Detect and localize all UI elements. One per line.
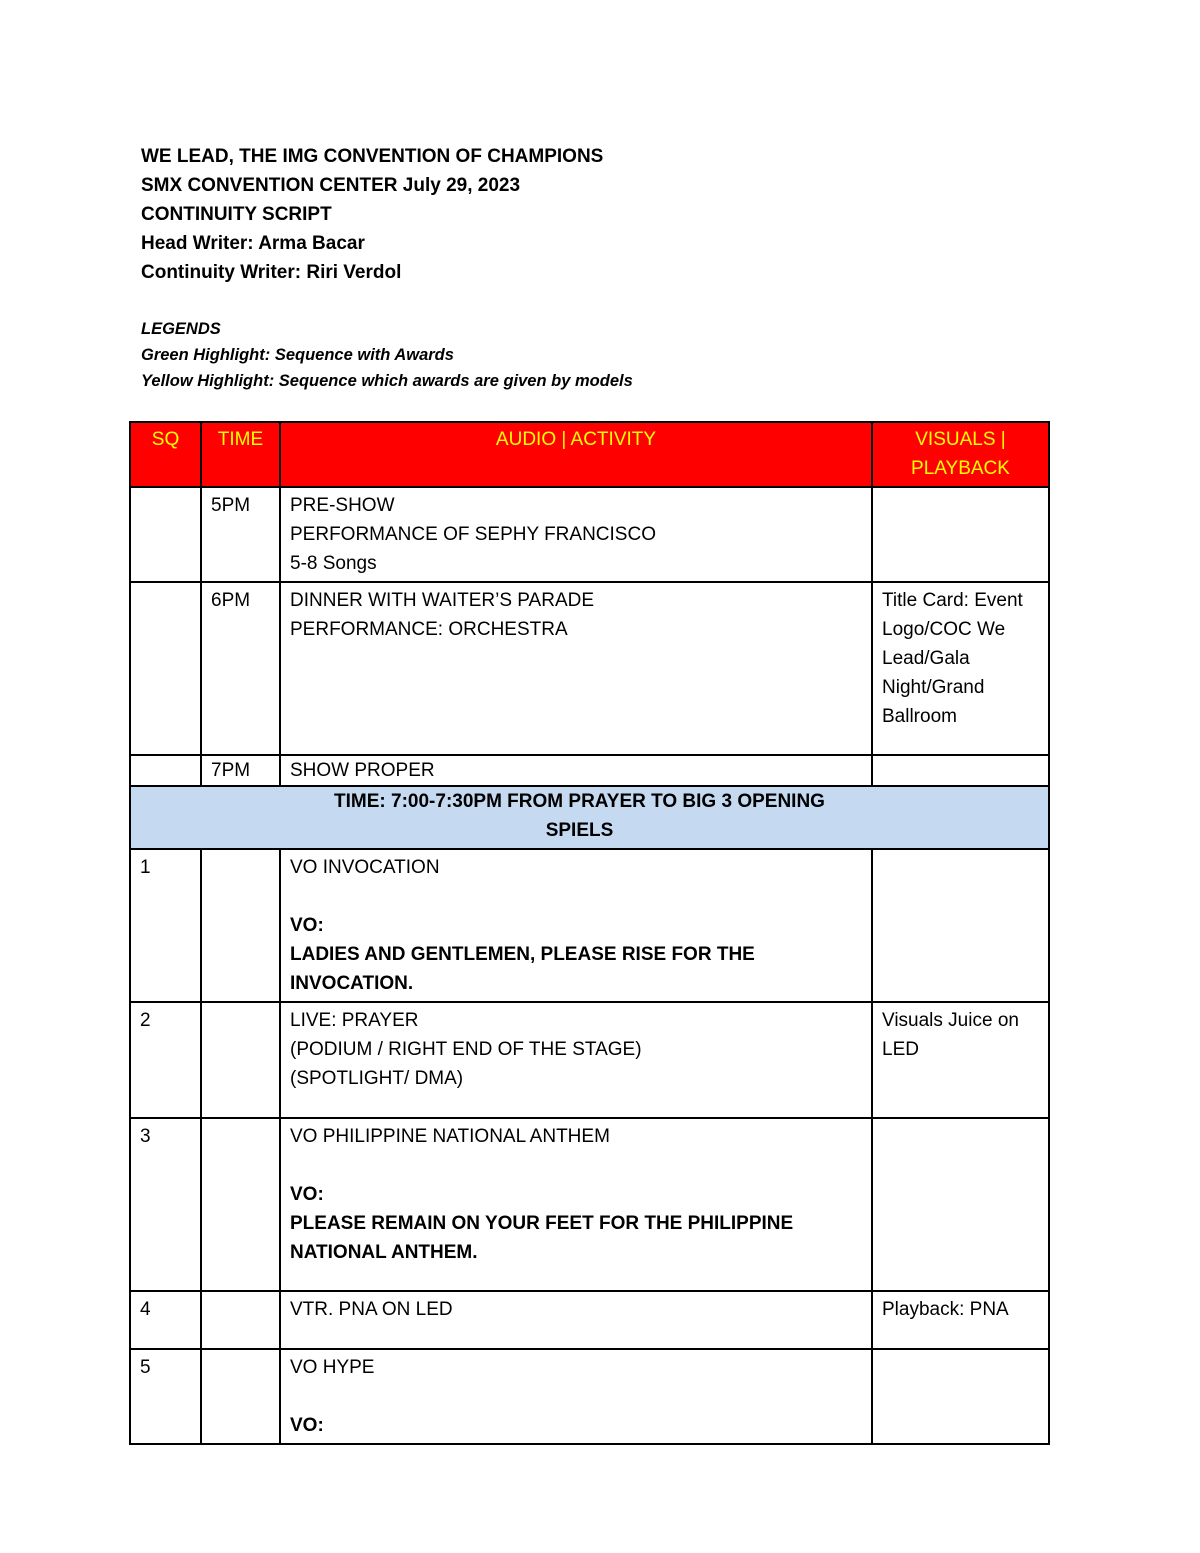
- sq-cell: [130, 487, 201, 582]
- audio-cell: [280, 487, 872, 582]
- vo-text: LADIES AND GENTLEMEN, PLEASE RISE FOR THE INVOCATION.: [290, 944, 761, 994]
- section-heading-text: TIME: 7:00-7:30PM FROM PRAYER TO BIG 3 OPENING SPIELS: [334, 791, 825, 841]
- vo-label: VO:: [290, 1184, 324, 1205]
- time-cell: [201, 1118, 280, 1291]
- sq-cell: 1: [130, 849, 201, 1002]
- document-header: [141, 142, 1041, 287]
- table-row: [130, 849, 1049, 1002]
- audio-line: PERFORMANCE: ORCHESTRA: [290, 619, 568, 640]
- audio-line: (PODIUM / RIGHT END OF THE STAGE): [290, 1039, 642, 1060]
- header-visuals-playback: VISUALS | PLAYBACK: [872, 422, 1049, 487]
- audio-cell: [280, 849, 872, 1002]
- head-writer: Head Writer: Arma Bacar: [141, 233, 365, 254]
- visuals-cell: Playback: PNA: [872, 1291, 1049, 1349]
- audio-line: LIVE: PRAYER: [290, 1010, 419, 1031]
- audio-cell: [280, 755, 872, 786]
- time-cell: 6PM: [201, 582, 280, 755]
- audio-line: 5-8 Songs: [290, 553, 377, 574]
- audio-cell: [280, 582, 872, 755]
- table-row: [130, 1349, 1049, 1444]
- audio-line: SHOW PROPER: [290, 760, 435, 781]
- audio-cell: [280, 1291, 872, 1349]
- visuals-cell: [872, 1349, 1049, 1444]
- audio-line: VTR. PNA ON LED: [290, 1299, 453, 1320]
- visuals-cell: [872, 1118, 1049, 1291]
- time-cell: [201, 849, 280, 1002]
- section-row: [130, 786, 1049, 849]
- visuals-cell: Title Card: Event Logo/COC We Lead/Gala Night/Grand Ballroom: [872, 582, 1049, 755]
- table-row: [130, 1118, 1049, 1291]
- audio-line: DINNER WITH WAITER’S PARADE: [290, 590, 595, 611]
- sq-cell: 3: [130, 1118, 201, 1291]
- header-audio-activity: AUDIO | ACTIVITY: [280, 422, 872, 487]
- visuals-cell: Visuals Juice on LED: [872, 1002, 1049, 1118]
- legend-yellow: Yellow Highlight: Sequence which awards are given by models: [141, 372, 633, 390]
- audio-cell: [280, 1349, 872, 1444]
- audio-title: VO INVOCATION: [290, 857, 440, 878]
- table-row: [130, 582, 1049, 755]
- time-cell: [201, 1002, 280, 1118]
- table-row: [130, 487, 1049, 582]
- continuity-script-table: [129, 421, 1050, 1445]
- table-row: [130, 1002, 1049, 1118]
- table-header-row: [130, 422, 1049, 487]
- legends-block: [141, 316, 1041, 394]
- header-time: TIME: [201, 422, 280, 487]
- venue-date: SMX CONVENTION CENTER July 29, 2023: [141, 175, 521, 196]
- sq-cell: 4: [130, 1291, 201, 1349]
- table-row: [130, 1291, 1049, 1349]
- sq-cell: 2: [130, 1002, 201, 1118]
- section-heading: [130, 786, 1049, 849]
- spacer: [290, 1151, 862, 1180]
- audio-title: VO HYPE: [290, 1357, 375, 1378]
- visuals-cell: [872, 487, 1049, 582]
- header-sq: SQ: [130, 422, 201, 487]
- spacer: [290, 1382, 862, 1411]
- audio-line: (SPOTLIGHT/ DMA): [290, 1068, 464, 1089]
- audio-line: PRE-SHOW: [290, 495, 395, 516]
- time-cell: [201, 1291, 280, 1349]
- event-title: WE LEAD, THE IMG CONVENTION OF CHAMPIONS: [141, 146, 604, 167]
- legend-green: Green Highlight: Sequence with Awards: [141, 346, 454, 364]
- sq-cell: [130, 582, 201, 755]
- time-cell: [201, 1349, 280, 1444]
- table-row: [130, 755, 1049, 786]
- time-cell: 7PM: [201, 755, 280, 786]
- visuals-cell: [872, 849, 1049, 1002]
- vo-label: VO:: [290, 915, 324, 936]
- audio-line: PERFORMANCE OF SEPHY FRANCISCO: [290, 524, 656, 545]
- legends-title: LEGENDS: [141, 320, 221, 338]
- sq-cell: 5: [130, 1349, 201, 1444]
- document-type: CONTINUITY SCRIPT: [141, 204, 332, 225]
- spacer: [290, 882, 862, 911]
- vo-text: PLEASE REMAIN ON YOUR FEET FOR THE PHILIPPINE NATIONAL ANTHEM.: [290, 1213, 799, 1263]
- sq-cell: [130, 755, 201, 786]
- time-cell: 5PM: [201, 487, 280, 582]
- vo-label: VO:: [290, 1415, 324, 1436]
- visuals-cell: [872, 755, 1049, 786]
- audio-cell: [280, 1002, 872, 1118]
- continuity-writer: Continuity Writer: Riri Verdol: [141, 262, 402, 283]
- audio-cell: [280, 1118, 872, 1291]
- audio-title: VO PHILIPPINE NATIONAL ANTHEM: [290, 1126, 610, 1147]
